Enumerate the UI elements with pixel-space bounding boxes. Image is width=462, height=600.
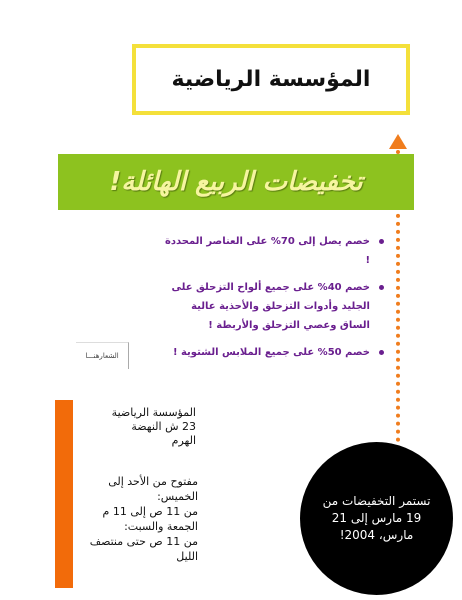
hours-block <box>80 474 198 564</box>
offer-text: خصم 50% على جميع الملابس الشتوية ! <box>172 347 370 358</box>
bullet-icon <box>379 239 384 244</box>
hours-line: من 11 ص إلى 11 م <box>102 505 198 518</box>
hours-line: الجمعة والسبت: <box>124 520 198 533</box>
offer-text: خصم يصل إلى 70% على العناصر المحددة ! <box>164 236 370 266</box>
address-line: 23 ش النهضة <box>131 420 196 433</box>
address-line: المؤسسة الرياضية <box>111 406 196 419</box>
list-item <box>160 278 384 335</box>
list-item <box>160 343 384 362</box>
logo-placeholder <box>76 342 129 369</box>
circle-line: مارس، 2004! <box>339 528 414 542</box>
title-box <box>132 44 410 115</box>
page-title: المؤسسة الرياضية <box>171 67 371 92</box>
offer-text: خصم 40% على جميع ألواح التزحلق على الجليد وأدوات التزحلق والأحذية عالية الساق وعصي التزحلق والأربطة ! <box>171 282 370 331</box>
circle-line: تستمر التخفيضات من <box>322 494 431 508</box>
sale-dates-circle <box>300 442 453 595</box>
address-block <box>84 406 196 448</box>
bullet-icon <box>379 285 384 290</box>
hours-line: من 11 ص حتى منتصف الليل <box>89 535 198 563</box>
logo-text: الشعارهنـــا <box>85 352 119 360</box>
arrow-up-icon <box>389 134 407 149</box>
address-line: الهرم <box>171 434 196 447</box>
bullet-icon <box>379 350 384 355</box>
sale-banner <box>58 154 414 210</box>
banner-text: تخفيضات الربيع الهائلة! <box>109 167 363 197</box>
offers-list <box>160 232 384 370</box>
hours-line: مفتوح من الأحد إلى الخميس: <box>108 475 198 503</box>
circle-line: 19 مارس إلى 21 <box>331 511 422 525</box>
accent-bar <box>55 400 73 588</box>
list-item <box>160 232 384 270</box>
